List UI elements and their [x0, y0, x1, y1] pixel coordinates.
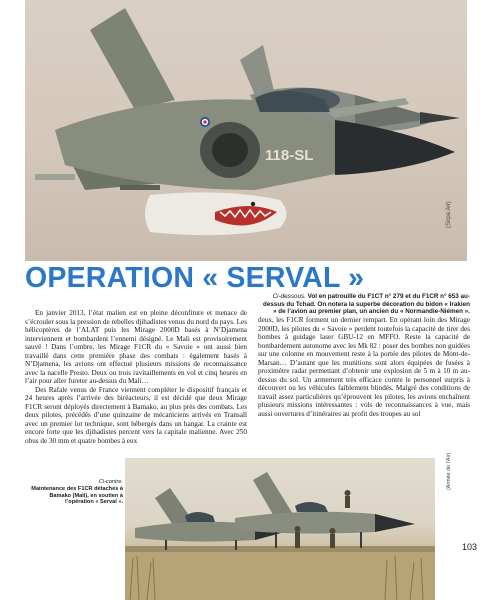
photo-caption-top [258, 293, 470, 316]
body-paragraph: Des Rafale venus de France viennent compléter le dispositif français et 24 heures après l’arrivée des biréacteurs, il est décidé que deux Mirage F1CR seront déployés directement à Bamako, au plus près des combats. Les deux pilotes, précédés d’une quinzaine de mécaniciens arrivés en Transall avec un premier lot technique, sont hébergés dans un hangar. La crainte est encore forte que les djihadistes percent vers la capitale malienne. Avec 250 obus de 30 mm et quatre bombes à eux [25, 385, 247, 445]
caption-lead-bottom: Ci-contre. [98, 479, 123, 485]
shark-mouth-drop-tank [145, 192, 287, 235]
photo-credit-bottom: (Armée de l'Air) [446, 452, 452, 490]
photo-mirage-patrol [25, 0, 467, 261]
photo-credit-top: (Sirpa Air) [446, 201, 452, 228]
mirage-patrol-illustration [25, 0, 467, 261]
main-aircraft-code: 118-SL [265, 147, 314, 164]
body-paragraph: deux, les F1CR forment un dernier rempart. En opérant loin des Mirage 2000D, les pilotes du « Savoie » perdent toutefois la capacité de tirer des bombes à guidage laser GBU-12 en MFFO. Reste la capacité de bombardement autonome avec les Mk 82 : poser des bombes non guidées sur une colonne en mouvement reste à la portée des pilotes de Mont-de-Marsan… D’autant que les munitions sont alors équipées de fusées à proximètre radar permettant d’obtenir une explosion de 5 m à 10 m au-dessus du sol. Un armement très efficace contre le personnel surpris à découvert ou les véhicules faiblement blindés. Malgré des conditions de travail assez particulières qu’éprouvent les pilotes, les avions enchaînent plusieurs missions intéressantes : vols de reconnaissances à vue, mais aussi ouvertures d’itinéraires au profit des troupes au sol [258, 316, 470, 418]
photo-maintenance-bamako [125, 458, 435, 600]
body-column-left [25, 309, 247, 445]
body-column-right [258, 316, 470, 418]
page-number: 103 [461, 542, 477, 552]
caption-lead-top: Ci-dessous. [272, 293, 306, 300]
caption-text-bottom: Maintenance des F1CR détachés à Bamako (Mali), en soutien à l’opération « Serval ». [31, 485, 123, 506]
article-title: OPERATION « SERVAL » [25, 262, 365, 294]
maintenance-illustration [125, 458, 435, 600]
caption-text-top: Vol en patrouille du F1CT n° 279 et du F1CR n° 653 au-dessus du Tchad. On notera la superbe décoration du bidon « Irakien » de l’avion au premier plan, un ancien du « Normandie-Niémen ». [262, 293, 470, 316]
photo-caption-bottom [25, 479, 123, 506]
main-aircraft-fin [90, 8, 175, 110]
body-paragraph: En janvier 2013, l’état malien est en pleine déconfiture et menace de s’écrouler sous la pression de rebelles djihadistes venus du nord du pays. Les hélicoptères de l’ALAT puis les Mirage 2000D basés à N’Djamena interviennent et bombardent l’ennemi désigné. Le Mali est provisoirement sauvé ! Dans l’ombre, les Mirage F1CR du « Savoie » ont aussi bien travaillé dans cette première phase des combats : également basés à N’Djamena, les avions ont effectué plusieurs missions de reconnaissance avec la nacelle Presto. Deux ou trois ravitaillements en vol et cinq heures en l’air pour aller fureter au-dessus du Mali… [25, 309, 247, 385]
